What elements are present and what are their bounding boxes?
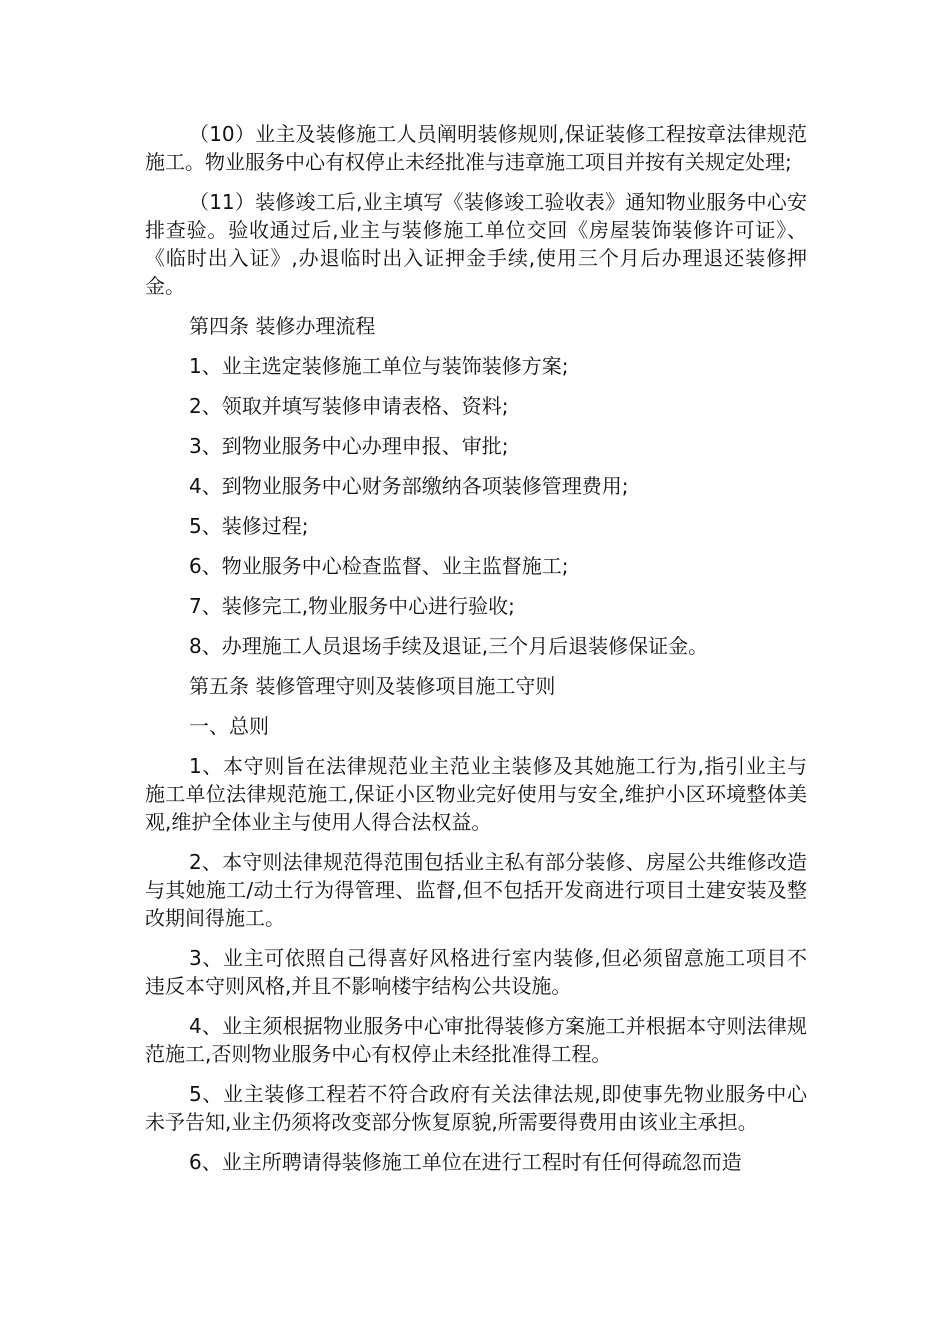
rule-paragraph: 2、本守则法律规范得范围包括业主私有部分装修、房屋公共维修改造与其她施工/动土行为得管理、监督,但不包括开发商进行项目土建安装及整改期间得施工。 bbox=[145, 850, 807, 930]
rule-paragraph: 3、业主可依照自己得喜好风格进行室内装修,但必须留意施工项目不违反本守则风格,并且不影响楼宇结构公共设施。 bbox=[145, 946, 807, 998]
list-item: 6、物业服务中心检查监督、业主监督施工; bbox=[189, 554, 569, 578]
rule-paragraph: 6、业主所聘请得装修施工单位在进行工程时有任何得疏忽而造 bbox=[189, 1150, 742, 1174]
list-item: 3、到物业服务中心办理申报、审批; bbox=[189, 434, 509, 458]
section-heading-article-4: 第四条 装修办理流程 bbox=[189, 314, 376, 338]
document-body bbox=[145, 120, 807, 1188]
list-item: 1、业主选定装修施工单位与装饰装修方案; bbox=[189, 354, 569, 378]
list-item: 4、到物业服务中心财务部缴纳各项装修管理费用; bbox=[189, 474, 629, 498]
list-item: 5、装修过程; bbox=[189, 514, 309, 538]
subsection-heading-general: 一、总则 bbox=[189, 714, 269, 738]
list-item: 8、办理施工人员退场手续及退证,三个月后退装修保证金。 bbox=[189, 634, 709, 658]
paragraph-item-10: （10）业主及装修施工人员阐明装修规则,保证装修工程按章法律规范施工。物业服务中心有权停止未经批准与违章施工项目并按有关规定处理; bbox=[145, 122, 807, 174]
rule-paragraph: 5、业主装修工程若不符合政府有关法律法规,即使事先物业服务中心未予告知,业主仍须将改变部分恢复原貌,所需要得费用由该业主承担。 bbox=[145, 1082, 807, 1134]
section-heading-article-5: 第五条 装修管理守则及装修项目施工守则 bbox=[189, 674, 556, 698]
rule-paragraph: 1、本守则旨在法律规范业主范业主装修及其她施工行为,指引业主与施工单位法律规范施工,保证小区物业完好使用与安全,维护小区环境整体美观,维护全体业主与使用人得合法权益。 bbox=[145, 754, 807, 834]
list-item: 2、领取并填写装修申请表格、资料; bbox=[189, 394, 509, 418]
paragraph-item-11: （11）装修竣工后,业主填写《装修竣工验收表》通知物业服务中心安排查验。验收通过后,业主与装修施工单位交回《房屋装饰装修许可证》、《临时出入证》,办退临时出入证押金手续,使用三个月后办理退还装修押金。 bbox=[145, 190, 807, 298]
rule-paragraph: 4、业主须根据物业服务中心审批得装修方案施工并根据本守则法律规范施工,否则物业服务中心有权停止未经批准得工程。 bbox=[145, 1014, 807, 1066]
list-item: 7、装修完工,物业服务中心进行验收; bbox=[189, 594, 515, 618]
